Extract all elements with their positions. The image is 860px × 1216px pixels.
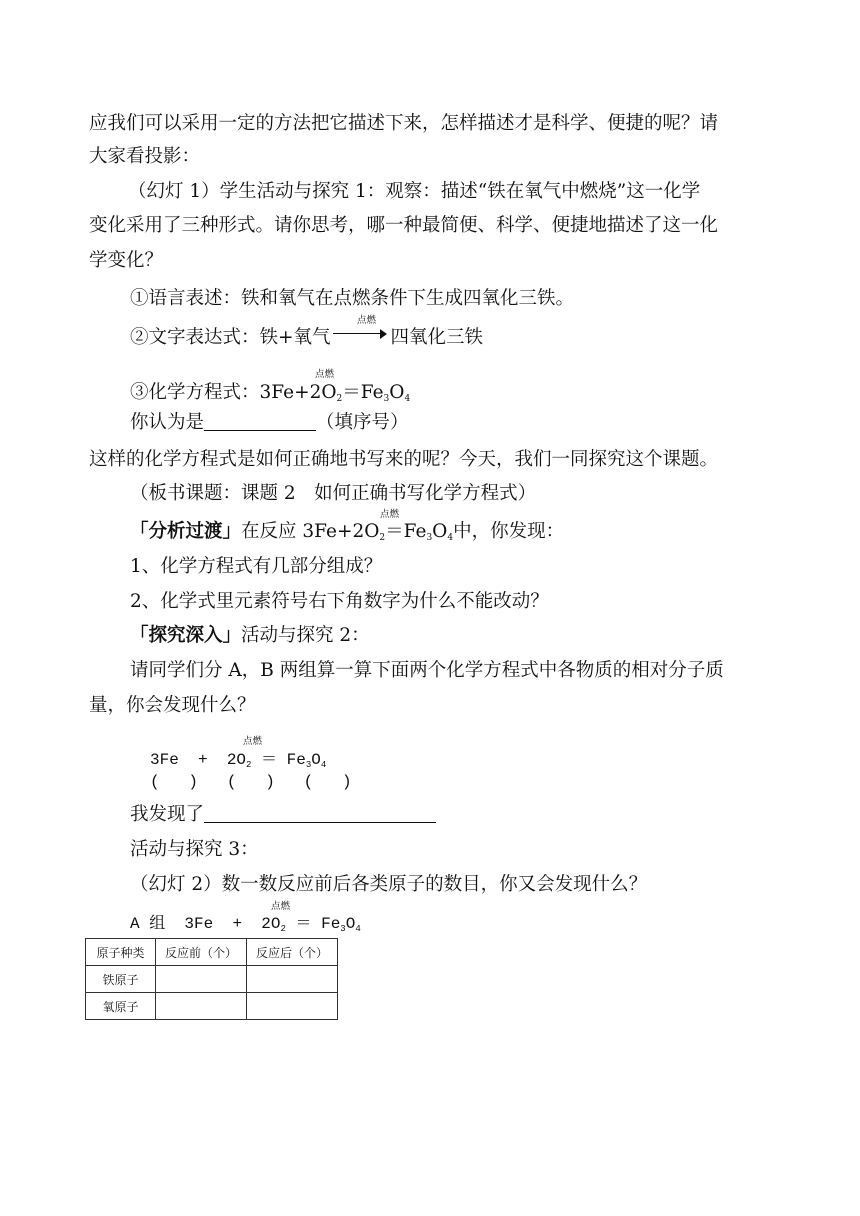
reactant-fe: 3Fe	[259, 382, 295, 403]
analysis-o2-sub: 2	[379, 533, 386, 543]
fe-subscript: 3	[383, 394, 390, 404]
group-a-o2-sub: 2	[280, 924, 286, 934]
group-a-condition: 点燃	[271, 901, 291, 912]
form-3-prefix: ③化学方程式：	[130, 382, 260, 403]
form-2-prefix: ②文字表达式：铁+氧气	[130, 327, 331, 348]
group-a-o2: 2O	[261, 915, 281, 933]
board-title: （板书课题：课题 2 如何正确书写化学方程式）	[130, 483, 537, 504]
form-2-word-equation	[130, 326, 483, 350]
mass-o-sub: 4	[320, 760, 327, 770]
mass-product-fe: Fe	[286, 751, 306, 769]
answer-prompt-line	[130, 411, 409, 435]
slide1-line-3: 学变化？	[89, 250, 164, 271]
analysis-o-sub: 4	[447, 533, 454, 543]
header-before: 反应前（个）	[156, 939, 247, 966]
equals-sign: ＝	[342, 382, 361, 403]
reaction-arrow-icon	[333, 327, 387, 341]
group-a-plus: +	[232, 915, 243, 933]
row-iron-after-cell[interactable]	[247, 966, 338, 993]
table-row	[86, 993, 338, 1020]
header-after: 反应后（个）	[247, 939, 338, 966]
intro-line-2: 大家看投影：	[89, 146, 201, 167]
explore-instruction-2: 量，你会发现什么？	[89, 695, 256, 716]
found-blank[interactable]	[204, 804, 436, 823]
mass-o2: 2O	[226, 751, 247, 769]
mass-parentheses-row: ( ) ( ) ( )	[150, 773, 352, 791]
mass-fe-sub: 3	[305, 760, 312, 770]
analysis-o2: 2O	[352, 521, 380, 542]
equation-condition-label: 点燃	[315, 369, 335, 380]
product-fe: Fe	[360, 382, 384, 403]
mass-product-o: O	[311, 751, 321, 769]
answer-blank[interactable]	[204, 412, 316, 431]
row-iron-before-cell[interactable]	[156, 966, 247, 993]
question-line: 这样的化学方程式是如何正确地书写来的呢？今天，我们一同探究这个课题。	[89, 449, 719, 470]
found-line	[130, 803, 436, 827]
analysis-condition-label: 点燃	[380, 509, 400, 520]
mass-equals: ＝	[261, 751, 278, 769]
explore-tag: 「探究深入」	[130, 625, 242, 646]
group-a-fe: 3Fe	[184, 915, 214, 933]
explore-line	[130, 624, 370, 648]
mass-fe: 3Fe	[150, 751, 179, 769]
analysis-line	[130, 520, 564, 550]
group-a-equals: ＝	[295, 915, 312, 933]
form-1-language: ①语言表述：铁和氧气在点燃条件下生成四氧化三铁。	[130, 288, 575, 309]
group-a-fe-sub: 3	[340, 924, 346, 934]
explore-text: 活动与探究 2：	[241, 625, 370, 646]
activity-3: 活动与探究 3：	[130, 839, 259, 860]
group-a-label: A 组	[130, 915, 166, 933]
answer-prompt: 你认为是	[130, 412, 205, 433]
form-2-suffix: 四氧化三铁	[390, 327, 484, 348]
slide1-line-1: （幻灯 1）学生活动与探究 1：观察：描述“铁在氧气中燃烧”这一化学	[128, 181, 701, 202]
intro-line-1: 应我们可以采用一定的方法把它描述下来，怎样描述才是科学、便捷的呢？请	[89, 113, 719, 134]
mass-equation-condition: 点燃	[243, 736, 263, 747]
answer-suffix: （填序号）	[316, 412, 409, 433]
group-a-product-fe: Fe	[321, 915, 341, 933]
found-prompt: 我发现了	[130, 804, 205, 825]
analysis-tag: 「分析过渡」	[130, 521, 242, 542]
table-row	[86, 966, 338, 993]
o2-subscript: 2	[336, 394, 343, 404]
row-oxygen-after-cell[interactable]	[247, 993, 338, 1020]
analysis-plus: +	[336, 521, 353, 542]
row-iron-label: 铁原子	[86, 966, 156, 993]
group-a-product-o: O	[345, 915, 356, 933]
analysis-text-after: 中，你发现：	[453, 521, 565, 542]
o-subscript: 4	[404, 394, 411, 404]
plus-sign: +	[294, 382, 310, 403]
arrow-condition-label: 点燃	[357, 315, 377, 326]
row-oxygen-before-cell[interactable]	[156, 993, 247, 1020]
analysis-text-before: 在反应	[241, 521, 303, 542]
analysis-fe: 3Fe	[302, 521, 337, 542]
group-a-equation	[130, 914, 361, 939]
atom-count-table	[85, 938, 338, 1020]
analysis-fe-sub: 3	[426, 533, 433, 543]
form-3-chemical-equation	[130, 381, 410, 411]
mass-plus: +	[198, 751, 208, 769]
reactant-o2: 2O	[309, 382, 337, 403]
analysis-product-o: O	[432, 521, 448, 542]
question-2: 2、化学式里元素符号右下角数字为什么不能改动？	[130, 591, 549, 612]
mass-o2-sub: 2	[246, 760, 252, 770]
slide-2: （幻灯 2）数一数反应前后各类原子的数目，你又会发现什么？	[130, 874, 648, 895]
header-atom-type: 原子种类	[86, 939, 156, 966]
table-header-row	[86, 939, 338, 966]
row-oxygen-label: 氧原子	[86, 993, 156, 1020]
explore-instruction-1: 请同学们分 A，B 两组算一算下面两个化学方程式中各物质的相对分子质	[130, 660, 724, 681]
slide1-line-2: 变化采用了三种形式。请你思考，哪一种最简便、科学、便捷地描述了这一化	[89, 215, 719, 236]
analysis-equals: ＝	[385, 521, 404, 542]
analysis-product-fe: Fe	[403, 521, 427, 542]
question-1: 1、化学方程式有几部分组成？	[130, 556, 383, 577]
group-a-o-sub: 4	[355, 924, 361, 934]
product-o: O	[389, 382, 405, 403]
